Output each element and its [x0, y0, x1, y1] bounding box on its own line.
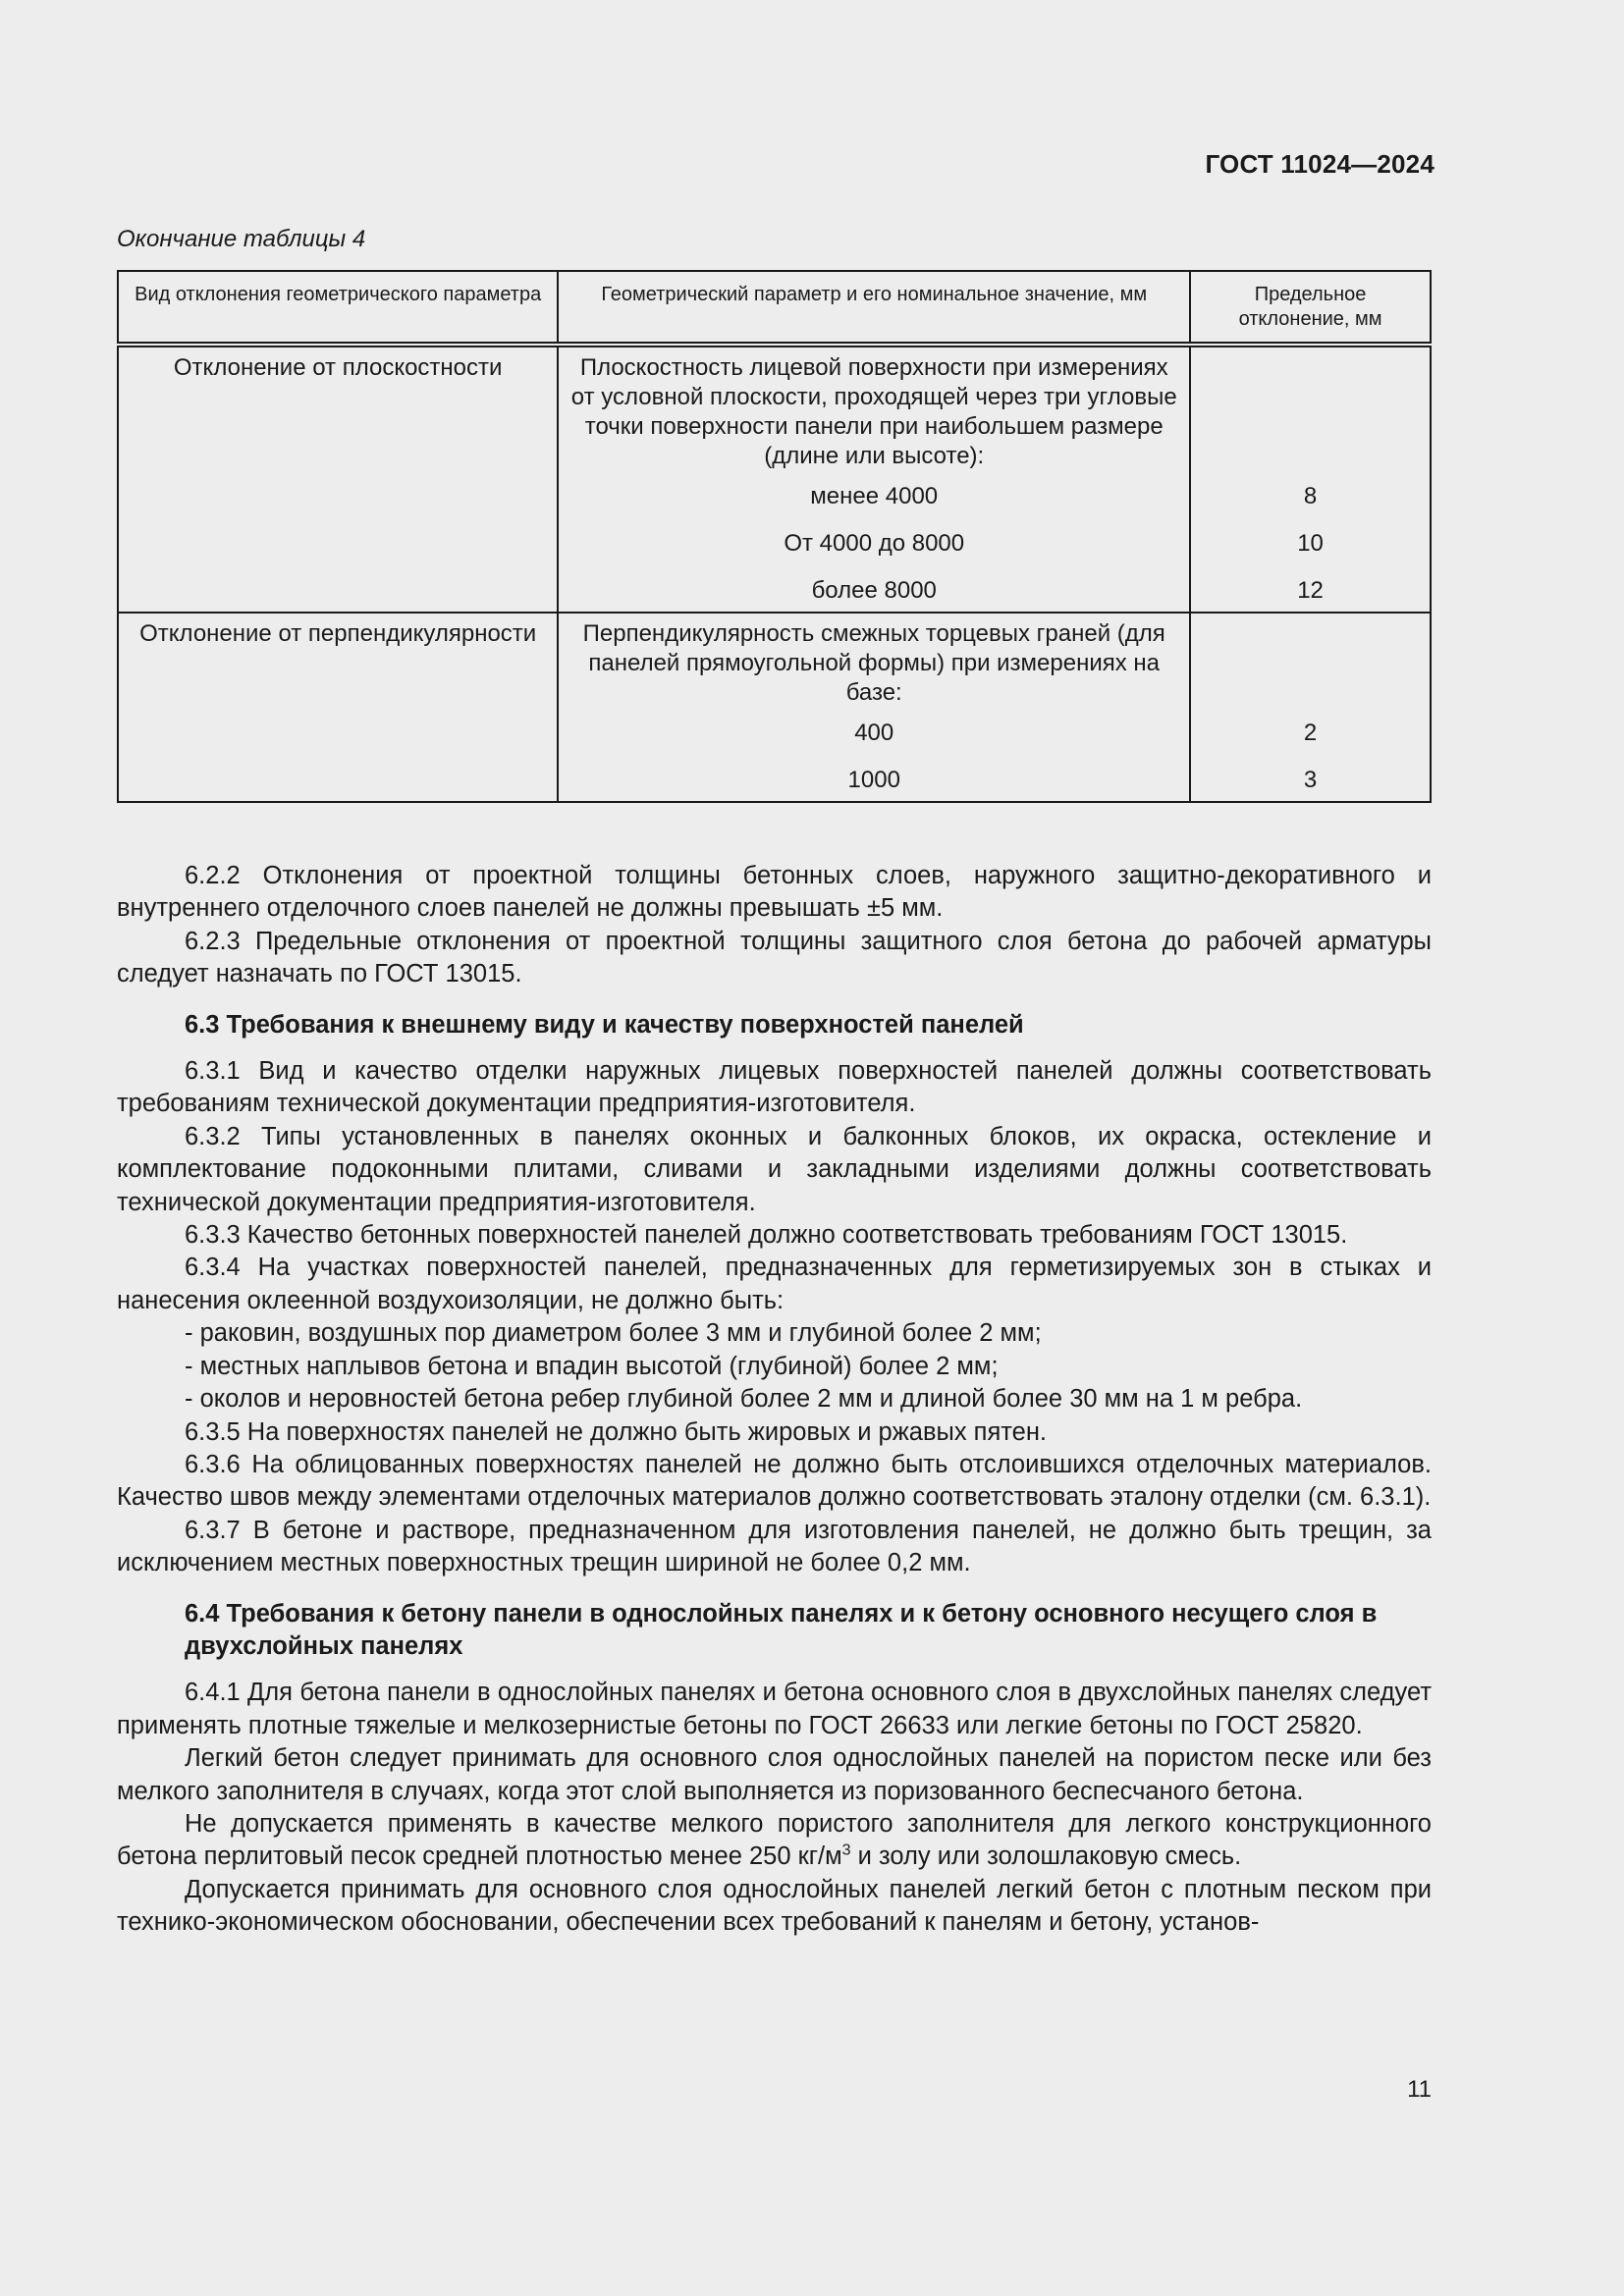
deviation-type-cell: Отклонение от плоскостности: [118, 345, 558, 473]
column-header-parameter: Геометрический параметр и его номинальное значение, мм: [558, 271, 1190, 345]
body-text: [117, 860, 1432, 1940]
paragraph-lightweight-concrete: Легкий бетон следует принимать для основного слоя однослойных панелей на пористом песке или без мелкого заполнителя в случаях, когда этот слой выполняется из поризованного беспесчаного бетона.: [117, 1744, 1432, 1805]
tolerance-cell: 10: [1190, 520, 1431, 567]
tolerance-cell: 3: [1190, 757, 1431, 802]
standard-header: ГОСТ 11024—2024: [1205, 149, 1435, 179]
list-item: - раковин, воздушных пор диаметром более 3 мм и глубиной более 2 мм;: [185, 1319, 1042, 1348]
table-caption: Окончание таблицы 4: [117, 226, 366, 252]
table-row: [118, 345, 1431, 473]
paragraph-6-2-2: 6.2.2 Отклонения от проектной толщины бетонных слоев, наружного защитно-декоративного и внутреннего отделочного слоев панелей не должны превышать ±5 мм.: [117, 862, 1432, 923]
paragraph-dense-sand: Допускается принимать для основного слоя однослойных панелей легкий бетон с плотным песком при технико-экономическом обосновании, обеспечении всех требований к панелям и бетону, установ-: [117, 1875, 1432, 1937]
value-cell: От 4000 до 8000: [558, 520, 1190, 567]
parameter-cell: Плоскостность лицевой поверхности при измерениях от условной плоскости, проходящей через три угловые точки поверхности панели при наибольшем размере (длине или высоте):: [558, 345, 1190, 473]
page-number: 11: [1407, 2076, 1432, 2103]
tolerance-cell: 8: [1190, 473, 1431, 520]
list-item: - местных наплывов бетона и впадин высотой (глубиной) более 2 мм;: [185, 1352, 999, 1380]
paragraph-6-3-3: 6.3.3 Качество бетонных поверхностей панелей должно соответствовать требованиям ГОСТ 13015.: [185, 1221, 1348, 1250]
column-header-deviation-type: Вид отклонения геометрического параметра: [118, 271, 558, 345]
paragraph-6-4-1: 6.4.1 Для бетона панели в однослойных панелях и бетона основного слоя в двухслойных панелях следует применять плотные тяжелые и мелкозернистые бетоны по ГОСТ 26633 или легкие бетоны по ГОСТ 25820.: [117, 1679, 1432, 1739]
paragraph-6-2-3: 6.2.3 Предельные отклонения от проектной толщины защитного слоя бетона до рабочей арматуры следует назначать по ГОСТ 13015.: [117, 927, 1432, 988]
section-heading-6-3: 6.3 Требования к внешнему виду и качеству поверхностей панелей: [185, 1010, 1024, 1039]
table-row: [118, 473, 1431, 520]
value-cell: более 8000: [558, 567, 1190, 613]
deviation-type-cell: Отклонение от перпендикулярности: [118, 613, 558, 710]
table-header-row: [118, 271, 1431, 345]
column-header-tolerance: Предельное отклонение, мм: [1190, 271, 1431, 345]
tolerance-cell: [1190, 613, 1431, 710]
table-row: [118, 757, 1431, 802]
value-cell: 1000: [558, 757, 1190, 802]
paragraph-perlite-sand: Не допускается применять в качестве мелкого пористого заполнителя для легкого конструкционного бетона перлитовый песок средней плотностью менее 250 $кг/м^3$ и золу или золошлаковую смесь.: [117, 1809, 1432, 1871]
tolerance-cell: 12: [1190, 567, 1431, 613]
table-row: [118, 567, 1431, 613]
value-cell: 400: [558, 710, 1190, 757]
paragraph-6-3-7: 6.3.7 В бетоне и растворе, предназначенном для изготовления панелей, не должно быть трещин, за исключением местных поверхностных трещин шириной не более 0,2 мм.: [117, 1516, 1432, 1577]
parameter-cell: Перпендикулярность смежных торцевых граней (для панелей прямоугольной формы) при измерениях на базе:: [558, 613, 1190, 710]
paragraph-6-3-5: 6.3.5 На поверхностях панелей не должно быть жировых и ржавых пятен.: [185, 1417, 1048, 1446]
table-row: [118, 710, 1431, 757]
tolerance-table: [117, 270, 1432, 803]
tolerance-cell: 2: [1190, 710, 1431, 757]
value-cell: менее 4000: [558, 473, 1190, 520]
list-item: - околов и неровностей бетона ребер глубиной более 2 мм и длиной более 30 мм на 1 м ребра.: [185, 1385, 1303, 1414]
paragraph-6-3-2: 6.3.2 Типы установленных в панелях оконных и балконных блоков, их окраска, остекление и комплектование подоконными плитами, сливами и закладными изделиями должны соответствовать технической документации предприятия-изготовителя.: [117, 1122, 1432, 1216]
paragraph-6-3-6: 6.3.6 На облицованных поверхностях панелей не должно быть отслоившихся отделочных материалов. Качество швов между элементами отделочных материалов должно соответствовать эталону отделки (см. 6.3.1).: [117, 1450, 1432, 1512]
table-row: [118, 520, 1431, 567]
table-row: [118, 613, 1431, 710]
paragraph-6-3-1: 6.3.1 Вид и качество отделки наружных лицевых поверхностей панелей должны соответствовать требованиям технической документации предприятия-изготовителя.: [117, 1057, 1432, 1118]
tolerance-cell: [1190, 345, 1431, 473]
section-heading-6-4: 6.4 Требования к бетону панели в однослойных панелях и к бетону основного несущего слоя в двухслойных панелях: [185, 1599, 1378, 1660]
paragraph-6-3-4: 6.3.4 На участках поверхностей панелей, предназначенных для герметизируемых зон в стыках и нанесения оклеенной воздухоизоляции, не должно быть:: [117, 1254, 1432, 1314]
